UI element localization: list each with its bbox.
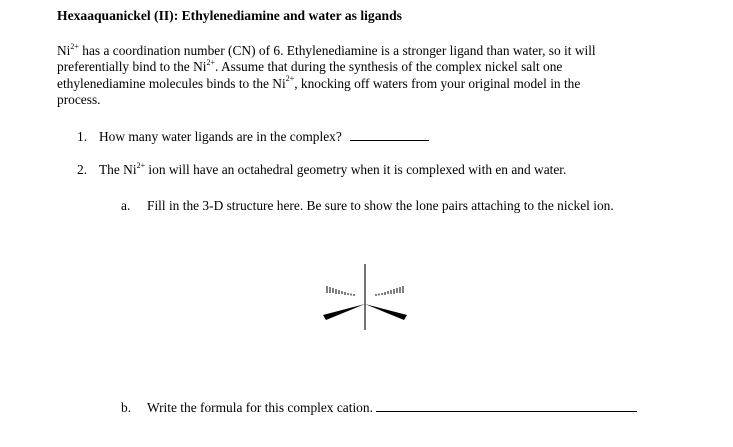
question-1-number: 1. bbox=[77, 129, 88, 144]
hashed-wedge-left bbox=[327, 286, 354, 296]
question-1-text: How many water ligands are in the complex? bbox=[99, 129, 342, 144]
octahedral-structure-template[interactable] bbox=[318, 262, 418, 332]
question-2a-text: Fill in the 3-D structure here. Be sure to show the lone pairs attaching to the nickel ion. bbox=[147, 198, 614, 213]
intro-paragraph bbox=[57, 43, 596, 108]
intro-line-1: $Ni^{2+}$ has a coordination number (CN) of 6. Ethylenediamine is a stronger ligand than water, so it will bbox=[57, 41, 596, 58]
question-1 bbox=[77, 127, 429, 145]
question-2b bbox=[121, 398, 637, 416]
answer-blank-2b[interactable] bbox=[376, 398, 637, 412]
document-title: Hexaaquanickel (II): Ethylenediamine and water as ligands bbox=[57, 8, 402, 23]
answer-blank-1[interactable] bbox=[350, 127, 429, 141]
question-2b-number: b. bbox=[121, 400, 132, 415]
hashed-wedge-right bbox=[376, 286, 403, 296]
solid-wedge-left bbox=[323, 304, 365, 320]
question-2a-number: a. bbox=[121, 198, 131, 213]
intro-line-2: preferentially bind to the $Ni^{2+}$. Assume that during the synthesis of the complex nickel salt one bbox=[57, 57, 563, 75]
solid-wedge-right bbox=[365, 304, 407, 320]
question-2: 2. The $Ni^{2+}$ ion will have an octahedral geometry when it is complexed with en and water. bbox=[77, 160, 567, 177]
question-2-number: 2. bbox=[77, 162, 88, 177]
intro-line-4: process. bbox=[57, 91, 101, 107]
question-2a bbox=[121, 198, 614, 214]
intro-line-3: ethylenediamine molecules binds to the $Ni^{2+}$, knocking off waters from your original model in the bbox=[57, 74, 581, 91]
question-2b-text: Write the formula for this complex cation. bbox=[147, 400, 373, 415]
